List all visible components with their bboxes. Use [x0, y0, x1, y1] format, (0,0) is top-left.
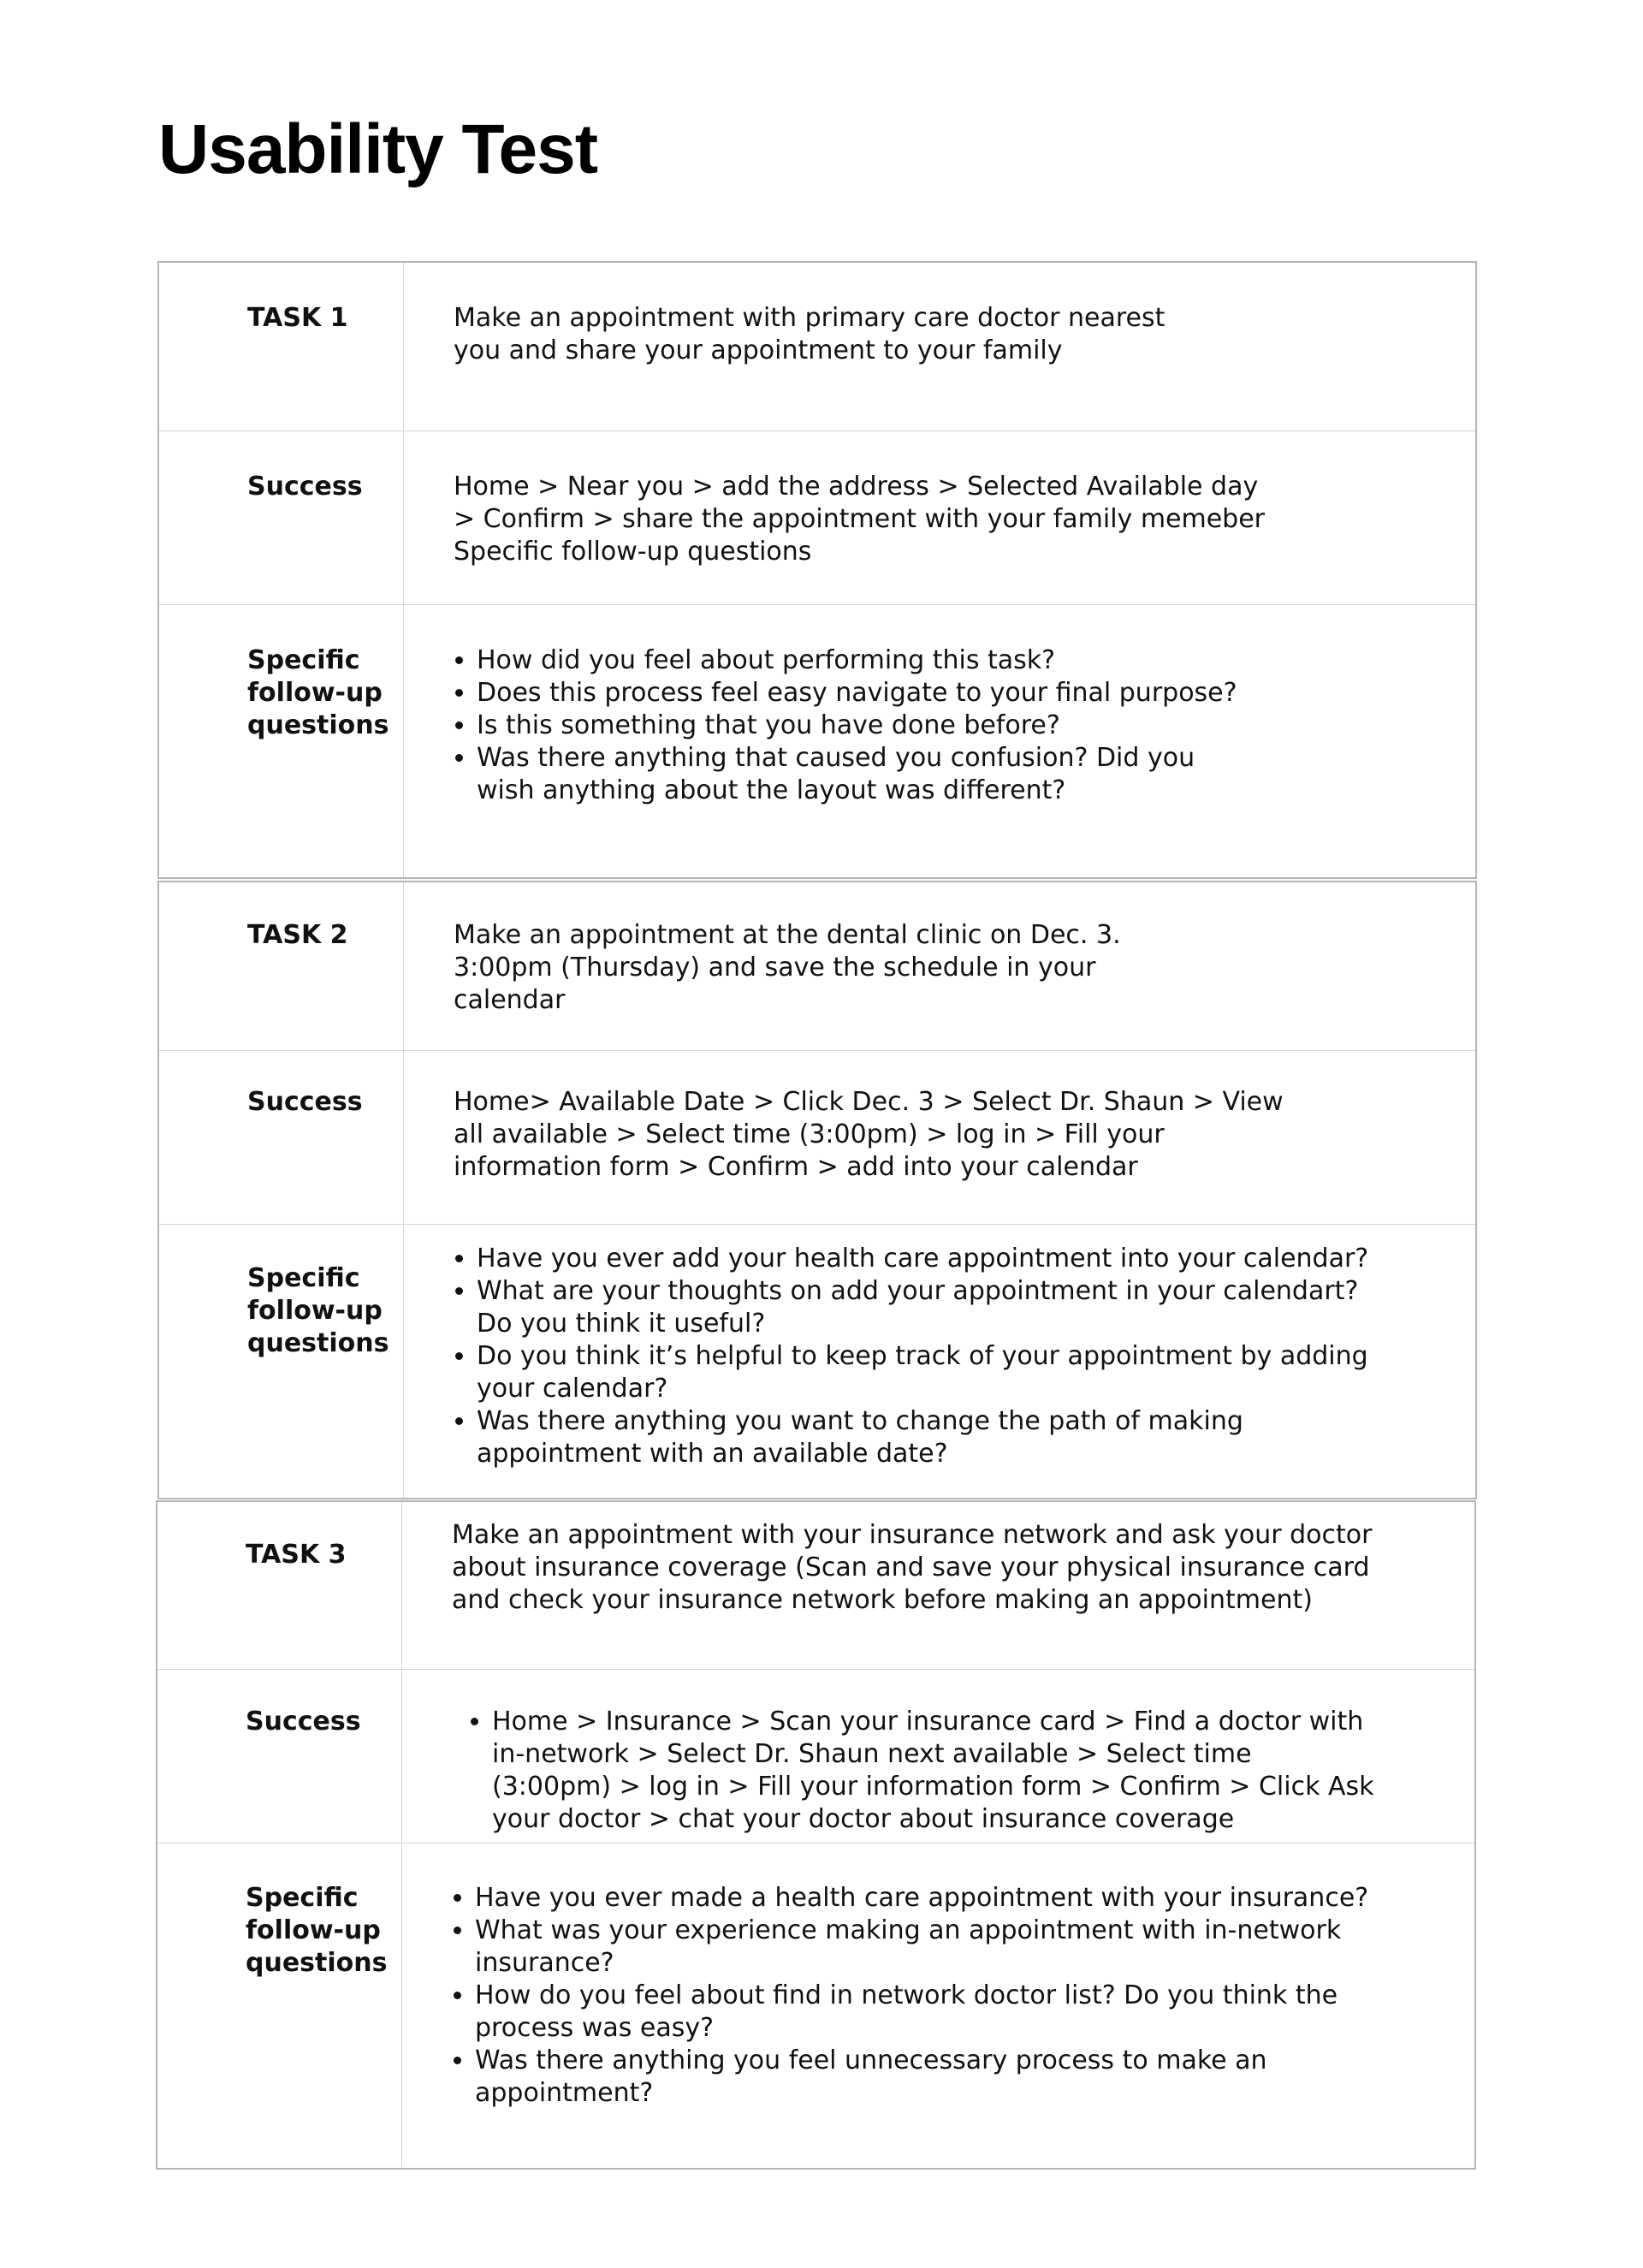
page-title: Usability Test [158, 110, 598, 188]
list-item: • Do you think it’s helpful to keep track of your appointment by adding your calendar? [477, 1340, 1368, 1405]
questions-label: Specific follow-up questions [246, 1883, 388, 1978]
task-description: Make an appointment with primary care doctor nearest you and share your appointment to your family [454, 303, 1166, 365]
success-label: Success [246, 1707, 361, 1737]
list-item: • What was your experience making an appointment with in-network insurance? [475, 1915, 1368, 1980]
success-path: Home > Near you > add the address > Selected Available day > Confirm > share the appointment with your family memeber Specific follow-up questions [454, 472, 1266, 567]
list-item: • Have you ever made a health care appointment with your insurance? [475, 1882, 1368, 1915]
list-item: • How do you feel about find in network doctor list? Do you think the process was easy? [475, 1980, 1368, 2045]
questions-row [159, 605, 1475, 879]
list-item: • How did you feel about performing this task? [477, 644, 1237, 677]
success-label: Success [247, 472, 363, 502]
task-row [157, 1502, 1474, 1670]
list-item: • Was there anything you want to change the path of making appointment with an available date? [477, 1405, 1368, 1470]
list-item: • Does this process feel easy navigate to your final purpose? [477, 677, 1237, 709]
list-item: • Is this something that you have done before? [477, 709, 1237, 742]
questions-row [159, 1225, 1475, 1499]
list-item: • What are your thoughts on add your appointment in your calendart? Do you think it useful? [477, 1275, 1368, 1340]
task-row [159, 263, 1475, 431]
questions-list [454, 644, 1237, 807]
task-2-table [157, 881, 1477, 1499]
list-item: • Was there anything you feel unnecessary process to make an appointment? [475, 2045, 1368, 2110]
success-path: Home> Available Date > Click Dec. 3 > Select Dr. Shaun > View all available > Select time (3:00pm) > log in > Fill your information form > Confirm > add into your calendar [454, 1087, 1284, 1182]
questions-row [157, 1843, 1474, 2170]
task-description: Make an appointment at the dental clinic on Dec. 3. 3:00pm (Thursday) and save the schedule in your calendar [454, 920, 1121, 1015]
task-row [159, 882, 1475, 1051]
list-item: • Home > Insurance > Scan your insurance card > Find a doctor with in-network > Select Dr. Shaun next available > Select time (3:00pm) > log in > Fill your information form > Confirm > Click Ask your doctor > chat your doctor about insurance coverage [492, 1706, 1374, 1836]
list-item: • Have you ever add your health care appointment into your calendar? [477, 1243, 1368, 1275]
success-label: Success [247, 1087, 363, 1117]
list-item: • Was there anything that caused you confusion? Did you wish anything about the layout was different? [477, 742, 1237, 807]
task-1-table [157, 261, 1477, 879]
task-description: Make an appointment with your insurance network and ask your doctor about insurance coverage (Scan and save your physical insurance card and check your insurance network before making an appointment) [452, 1520, 1373, 1615]
task-label: TASK 1 [247, 303, 348, 333]
success-row [159, 1051, 1475, 1225]
questions-list [452, 1882, 1368, 2110]
questions-list [454, 1243, 1368, 1470]
questions-label: Specific follow-up questions [247, 645, 389, 740]
success-row [159, 431, 1475, 605]
success-row [157, 1670, 1474, 1843]
task-3-table [156, 1500, 1476, 2170]
success-list [469, 1706, 1374, 1836]
questions-label: Specific follow-up questions [247, 1263, 389, 1358]
task-label: TASK 2 [247, 920, 348, 950]
task-label: TASK 3 [246, 1540, 347, 1570]
